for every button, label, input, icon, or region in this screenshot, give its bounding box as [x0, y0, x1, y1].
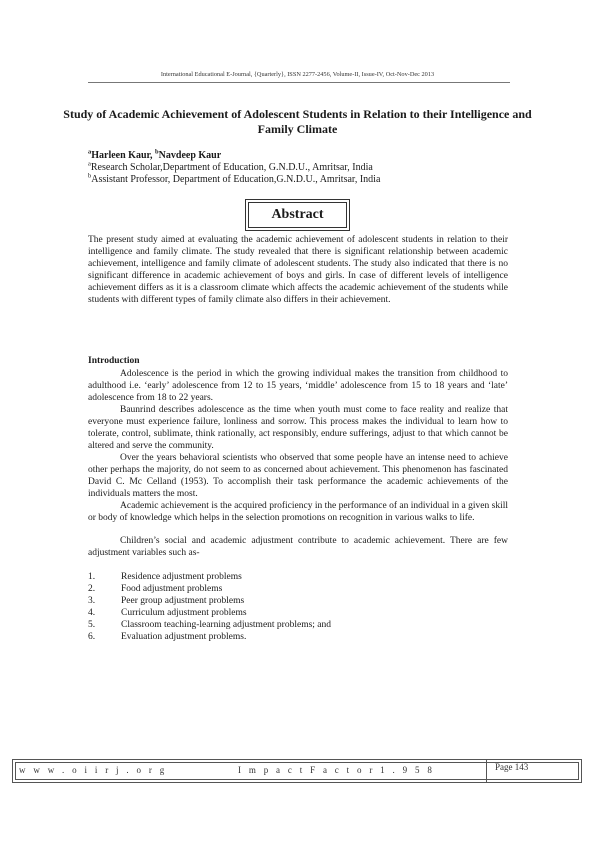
intro-paragraph: Academic achievement is the acquired proficiency in the performance of an individual in a given skill or body of knowledge which helps in the selection promotions on recognition in various walks to life. [88, 501, 508, 523]
footer-divider [486, 759, 487, 783]
list-item-number: 6. [88, 632, 96, 642]
journal-header: International Educational E-Journal, {Quarterly}, ISSN 2277-2456, Volume-II, Issue-IV, Oct-Nov-Dec 2013 [160, 71, 435, 78]
affiliation-b-superscript: b [88, 172, 92, 180]
introduction-section [88, 355, 508, 643]
list-item-text: Food adjustment problems [121, 584, 223, 594]
introduction-heading: Introduction [88, 356, 140, 366]
list-item-number: 5. [88, 620, 96, 630]
list-item [88, 619, 508, 631]
affiliation-a [88, 162, 380, 174]
list-item-text: Classroom teaching-learning adjustment problems; and [121, 620, 332, 630]
adjustment-problems-list [88, 571, 508, 643]
affiliation-b-text: Assistant Professor, Department of Education,G.N.D.U., Amritsar, India [91, 174, 381, 185]
list-item [88, 595, 508, 607]
intro-paragraph: Baunrind describes adolescence as the time when youth must come to face reality and realize that everyone must experience failure, lonliness and sorrow. This process makes the individual to learn how to tolerate, control, sublimate, think rationally, act responsibly, endure sufferings, adjust to that which cannot be altered and serve the community. [88, 405, 508, 451]
list-item-text: Curriculum adjustment problems [121, 608, 247, 618]
list-item-text: Peer group adjustment problems [121, 596, 245, 606]
author-a-superscript: a [88, 148, 92, 156]
list-item-number: 4. [88, 608, 96, 618]
list-item-number: 1. [88, 572, 96, 582]
intro-paragraph: Over the years behavioral scientists who observed that some people have an intense need to achieve other perhaps the majority, do not seem to as concerned about achievement. This phenomenon has fascinated David C. Mc Celland (1953). To accomplish their task performance the academic achievements of the individuals matters the most. [88, 453, 508, 499]
intro-paragraph: Children’s social and academic adjustment contribute to academic achievement. There are few adjustment variables such as- [88, 536, 508, 558]
abstract-heading: Abstract [271, 207, 324, 222]
header-divider [88, 82, 510, 83]
abstract-text: The present study aimed at evaluating the academic achievement of adolescent students in relation to their intelligence and family climate. The study revealed that there is significant relationship between academic achievement, intelligence and family climate of adolescent students. The study also indicated that there is no significant difference in academic achievement of boys and girls. In case of different levels of intelligence achievement differs as it is a classroom climate which affects the academic achievement of the students while students with different types of family climate also differs in their achievement. [88, 235, 508, 305]
list-item-text: Residence adjustment problems [121, 572, 242, 582]
footer-website: w w w . o i i r j . o r g [19, 765, 167, 775]
list-item [88, 583, 508, 595]
footer-page-number: Page 143 [495, 762, 529, 772]
list-item [88, 571, 508, 583]
list-item-text: Evaluation adjustment problems. [121, 632, 247, 642]
affiliation-b [88, 174, 380, 186]
page-footer [12, 759, 582, 783]
footer-impact-factor: I m p a c t F a c t o r 1 . 9 5 8 [238, 765, 435, 775]
author-names [88, 150, 380, 162]
list-item [88, 607, 508, 619]
author-b-name: Navdeep Kaur [158, 150, 222, 161]
author-a-name: Harleen Kaur, [91, 150, 156, 161]
intro-paragraph: Adolescence is the period in which the growing individual makes the transition from childhood to adulthood i.e. ‘early’ adolescence from 12 to 15 years, ‘middle’ adolescence from 15 to 18 years and ‘late’ adolescence from 18 to 22 years. [88, 369, 508, 403]
author-block [88, 150, 380, 186]
affiliation-a-text: Research Scholar,Department of Education, G.N.D.U., Amritsar, India [90, 162, 373, 173]
affiliation-a-superscript: a [88, 160, 91, 168]
paper-title: Study of Academic Achievement of Adolescent Students in Relation to their Intelligence and Family Climate [63, 107, 532, 136]
list-item [88, 631, 508, 643]
author-b-superscript: b [155, 148, 159, 156]
list-item-number: 3. [88, 596, 96, 606]
abstract-heading-box [245, 199, 350, 231]
list-item-number: 2. [88, 584, 96, 594]
